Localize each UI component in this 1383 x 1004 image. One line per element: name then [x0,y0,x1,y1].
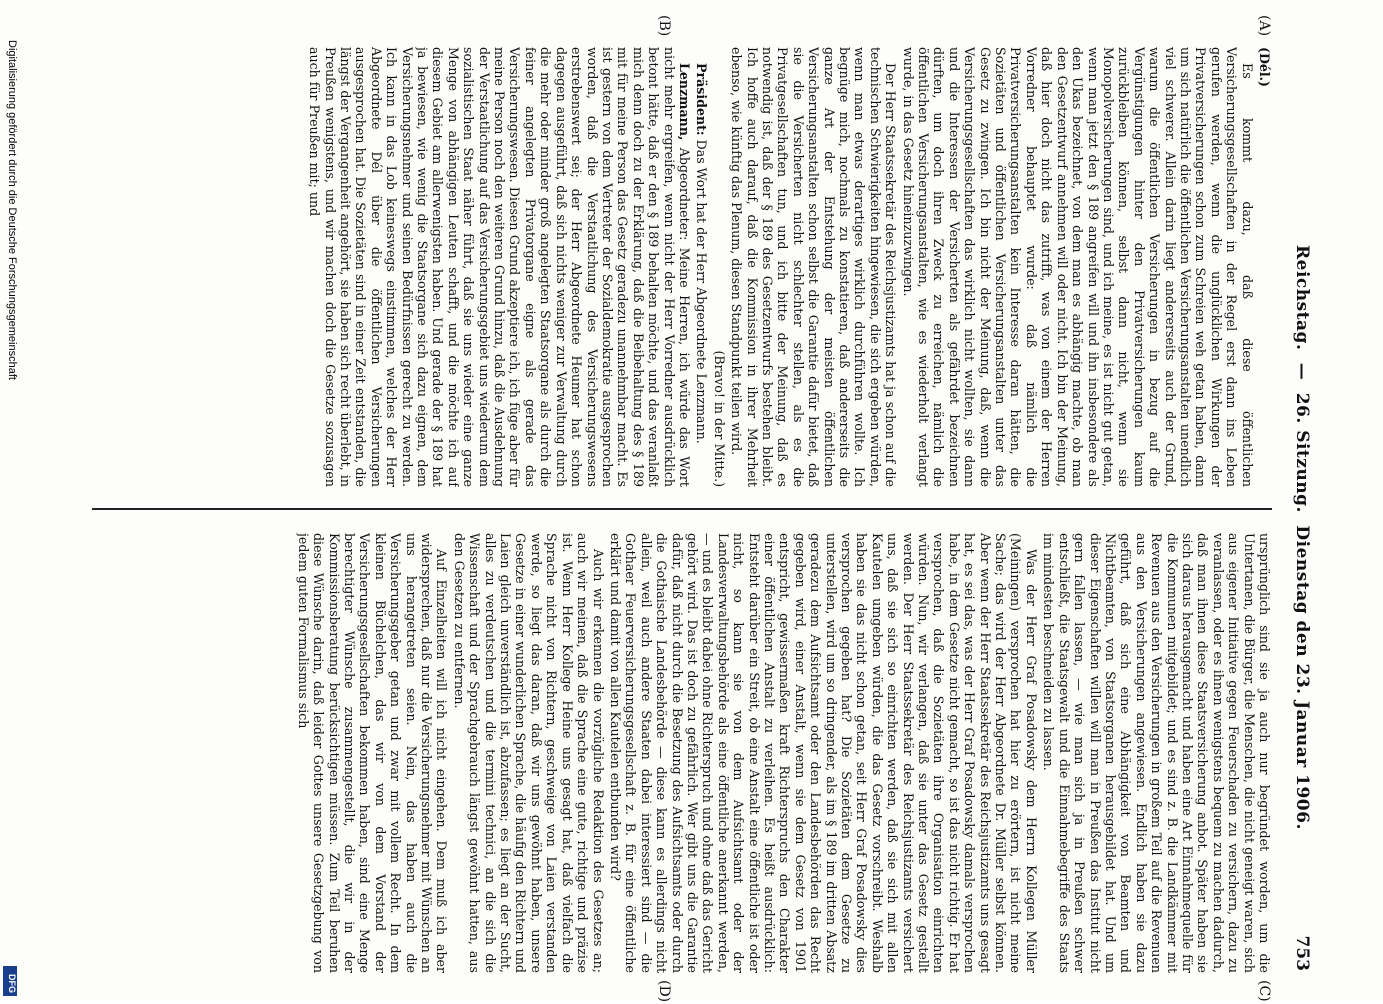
lenzmann-label: Lenzmann, [676,63,692,141]
digitization-credit [2,40,20,1000]
paragraph: ursprünglich sind sie ja auch nur begründet worden, um die Untertanen, die Bürger, die Menschen, die nicht geneigt waren, sich aus eigener Initiative gegen Feuerschaden zu versichern, dazu zu veranlassen, oder es ihnen wenigstens bequem zu machen dadurch, daß man ihnen diese Staatsversicherung anbot. Später haben sie sich daraus herausgemacht und haben eine Art Einnahmequelle für die Kommunen mitgebildet; und es sind z. B. die Landkämmer mit Revenuen aus den Versicherungen in großem Teil auf die Revenuen aus den Versicherungen angewiesen. Endlich haben sie dazu geführt, daß sich eine Abhängigkeit von Beamten und Nichtbeamten, von Staatsorganen herausgebildet hat. Und um dieser Eigenschaften willen will man in Preußen das Institut nicht gern fallen lassen, — wie man sich ja in Preußen schwer entschließt, die Staatsgewalt und die Einnahmebegriffe des Staats im mindesten beschneiden zu lassen. [1041,533,1272,973]
president-label: Präsident: [694,63,710,136]
header-reichstag: Reichstag. [1292,245,1312,351]
rotated-text-frame [72,15,1312,1003]
dfg-logo [3,966,17,996]
speaker-tag-text: (Dél.) [1257,47,1272,88]
lenzmann-paragraph [307,47,692,487]
credit-text: Digitalisierung gefördert durch die Deutsche Forschungsgemeinschaft [6,40,18,380]
header-date: Dienstag den 23. Januar 1906. [1292,525,1312,830]
margin-marker-b: (B) [656,15,672,37]
applause-note: (Bravo! in der Mitte.) [711,350,727,487]
margin-marker-c: (C) [1256,980,1272,1002]
paragraph: Was der Herr Graf Posadowsky dem Herrn Kollegen Müller (Meiningen) versprochen hat hier zu erörtern, ist nicht meine Sache; das wird der Herr Abgeordnete Dr. Müller selbst können. Aber wenn der Herr Staatssekretär des Reichsjustizamts uns gesagt hat, es sei das, was der Herr Graf Posadowsky damals versprochen habe, in dem Gesetze nicht gemacht, so ist das nicht richtig. Er hat versprochen, daß die Sozietäten ihre Organisation einrichten würden. Nun, wir verlangen, daß sie unter das Gesetz gestellt werden. Der Herr Staatssekretär des Reichsjustizamts versichert uns, daß sie sich so einrichten werden, daß sie sich mit allen Kautelen umgeben würden, die das Gesetz vorschreibt. Weshalb haben sie das nicht schon getan, seit Herr Graf Posadowsky dies versprochen gegeben hat? Die Sozietäten dem Gesetze zu unterstellen, wird um so dringender, als im § 189 im dritten Absatz geradezu dem Aufsichtsamt oder den Landesbehörden das Recht gegeben wird, einer Anstalt, wenn sie dem Gesetz von 1901 entspricht, gewissermaßen kraft Richterspruchs den Charakter einer öffentlichen Anstalt zu verleihen. Es heißt ausdrücklich: Entsteht darüber ein Streit, ob eine Anstalt eine öffentliche ist oder nicht, so kann sie von dem Aufsichtsamt oder der Landesverwaltungsbehörde als eine öffentliche anerkannt werden, — und es bleibt dabei ohne Richterspruch und ohne daß das Gericht gehört wird. Das ist doch zu gefährlich. Wer gibt uns die Garantie dafür, daß nicht durch die Besetzung des Aufsichtsamts oder durch die Gothaische Landesbehörde — diese kann es allerdings nicht allein, weil auch andere Staaten dabei interessiert sind — die Gothaer Feuerversicherungsgesellschaft z. B. für eine öffentliche erklärt und damit von allen Kautelen entbunden wird? [607,533,1039,973]
left-column [82,47,1272,487]
paragraph: Es kommt dazu, daß diese öffentlichen Versicherungsgesellschaften in der Regel erst dann ins Leben gerufen werden, wenn die unglücklichen Wirkungen der Privatversicherungen schon zum Schreien weh getan haben, dann um sich natürlich die öffentlichen Versicherungsanstalten unendlich viel schwerer. Allein darin liegt andererseits auch der Grund, warum die öffentlichen Versicherungen in bezug auf die Vergünstigungen hinter den Privatversicherungen kaum zurückbleiben können, selbst dann nicht, wenn sie Monopolversicherungen sind, und ich meine, es ist nicht gut getan, wenn man jetzt den § 189 angreifen will und ihn insbesondere als den Ukas bezeichnet, von dem man es abhängig machte, ob man den Gesetzentwurf annehmen will oder nicht. Ich bin der Meinung, daß hier doch nicht das zutrifft, was von einem der Herren Vorredner behauptet wurde: daß nämlich die Privatversicherungsanstalten kein Interesse daran hätten, die Sozietäten und öffentlichen Versicherungsanstalten unter das Gesetz zu zwingen. Ich bin nicht der Meinung, daß, wenn die Versicherungsgesellschaften das wirklich nicht wollten, sie dann und die Interessen der Versicherten als gefährdet bezeichnen dürften, um doch ihren Zweck zu erreichen, nämlich die öffentlichen Versicherungsanstalten, wie es wiederholt verlangt wurde, in das Gesetz hineinzuzwingen. [900,47,1255,487]
running-header [1278,45,1312,975]
page-number: 753 [1292,935,1312,971]
paragraph: Der Herr Staatssekretär des Reichsjustizamts hat ja schon auf die technischen Schwierigkeiten hingewiesen, die sich ergeben würden, wenn man etwas derartiges wirklich durchführen wollte. Ich begnüge mich, nochmals zu konstatieren, daß andererseits die ganze Art der Entstehung der meisten öffentlichen Versicherungsanstalten schon selbst die Garantie dafür bietet, daß sie die Versicherten nicht schlechter stellen, als es die Privatgesellschaften tun, und ich bitte der Meinung, daß es notwendig ist, daß der § 189 des Gesetzentwurfs bestehen bleibt. Ich hoffe auch darauf, daß die Kommission in ihrer Mehrheit ebenso, wie künftig das Plenum, diesen Standpunkt teilen wird. [729,47,899,487]
speaker-tag [1257,47,1272,487]
dfg-logo-text: DFG [7,974,17,993]
running-title [1292,245,1312,836]
column-divider [92,508,1272,510]
lenzmann-text: Abgeordneter: Meine Herren, ich würde das Wort nicht mehr ergreifen, wenn nicht der Herr Vorredner ausdrücklich betont hätte, daß er den § 189 behalten möchte, und das veranlaßt mich denn doch zu der Erklärung, daß die Beibehaltung des § 189 mit für meine Person das Gesetz geradezu unannehmbar macht. Es ist gestern von dem Vertreter der Sozialdemokratie ausgesprochen worden, daß die Verstaatlichung des Versicherungswesens erstrebenswert sei; der Herr Abgeordnete Heumer hat schon dagegen ausgeführt, daß sich nichts weniger zur Verwaltung durch die mehr oder minder groß angelegten Staatsorgane als durch die feiner angelegten Privatorgane eigne als gerade das Versicherungswesen. Diesen Grund akzeptiere ich, ich füge aber für meine Person noch den weiteren Grund hinzu, daß die Ausdehnung der Verstaatlichung auf das Versicherungsgebiet uns wiederum dem sozialistischen Staat näher führt, daß sie uns wieder eine ganze Menge von abhängigen Leuten schafft, und die möchte ich auf diesem Gebiet am allerwenigsten haben. Und gerade der § 189 hat ja bewiesen, wie wenig die Staatsorgane sich dazu eignen, dem Versicherungsnehmer und seinen Bedürfnissen gerecht zu werden. Ich kann in das Lob keineswegs einstimmen, welches der Herr Abgeordnete Dél über die öffentlichen Versicherungen ausgesprochen hat. Die Sozietäten sind in einer Zeit entstanden, die längst der Vergangenheit angehört, sie haben sich recht überlebt, in Preußen wenigstens, und wir machen doch die Gesetze sozusagen auch für Preußen mit; und [307,47,692,487]
margin-marker-d: (D) [656,980,672,1003]
header-dash: — [1292,362,1312,381]
right-column [82,533,1272,973]
margin-marker-a: (A) [1256,15,1272,37]
paragraph: Auf Einzelheiten will ich nicht eingehen. Dem muß ich aber widersprechen, daß nur die Versicherungsnehmer mit Wünschen an uns herangetreten seien. Nein, das haben auch die Versicherungsgeber getan und zwar mit vollem Recht. In dem kleinen Büchelchen, das wir von dem Vorstand der Versicherungsgesellschaften bekommen haben, sind eine Menge berechtigter Wünsche zusammengestellt, die wir in der Kommissionsberatung berücksichtigen müssen. Zum Teil beruhen diese Wünsche darin, daß leider Gottes unsere Gesetzgebung von jedem guten Formalismus sich [295,533,450,973]
president-text: Das Wort hat der Herr Abgeordnete Lenzmann. [694,139,710,444]
header-session: 26. Sitzung. [1292,392,1312,513]
president-paragraph [694,47,709,487]
paragraph: Auch wir erkennen die vorzügliche Redaktion des Gesetzes an; auch wir meinen, daß die Sprache eine gute, richtige und präzise ist. Wenn Herr Kollege Heine uns gesagt hat, daß vielfach die Sprache nicht von Richtern, geschweige von Laien verstanden werde, so liegt das daran, daß wir uns gewöhnt haben, unsere Gesetze in einer wunderlichen Sprache, die häufig den Richtern und Laien gleich unverständlich ist, abzufassen; es liegt an der Sucht, alles zu verdeutschen und die termini technici, an die sich die Wissenschaft und der Sprachgebrauch längst gewöhnt hatten, aus den Gesetzen zu entfernen. [451,533,606,973]
